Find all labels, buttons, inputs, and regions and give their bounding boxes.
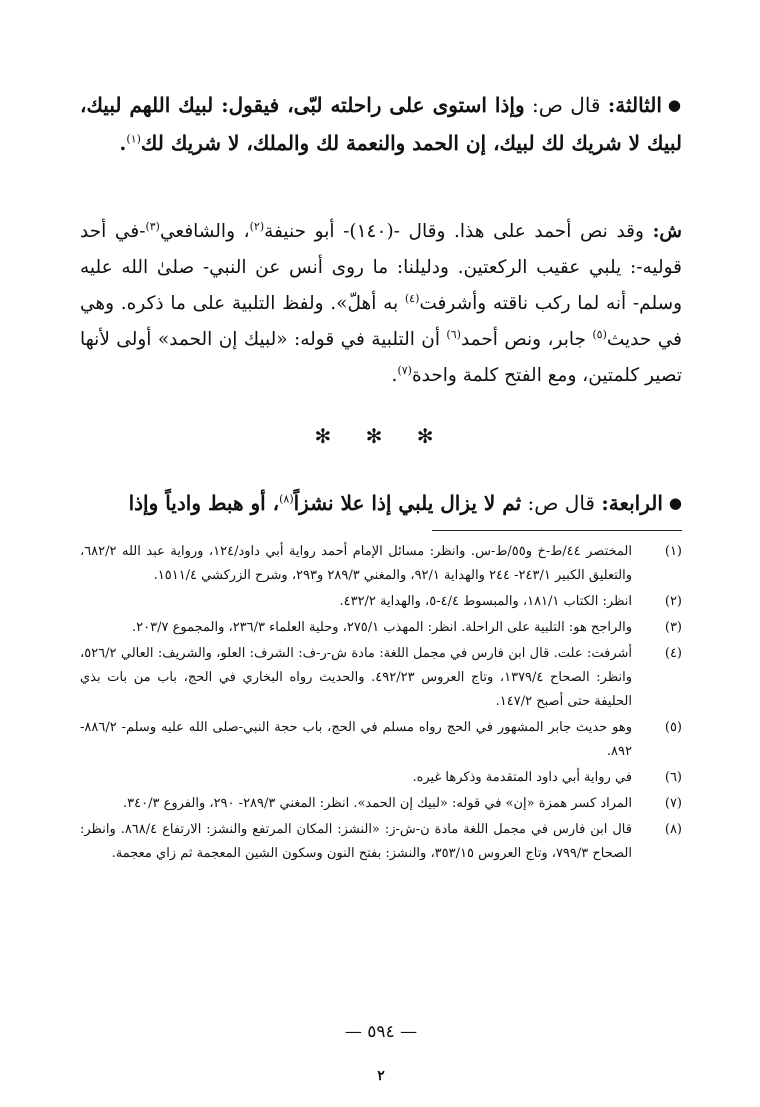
footnote-divider bbox=[432, 530, 682, 531]
text-fourth-1: ثم لا يزال يلبي إذا علا نشزاً bbox=[293, 491, 522, 515]
commentary-text-5: جابر، ونص أحمد bbox=[460, 329, 593, 350]
footnote-text: المختصر ٤٤/ط-خ و٥٥/ط-س. وانظر: مسائل الإمام أحمد رواية أبي داود/١٢٤، ورواية عبد الله ٦٨٢/٢، والتعليق الكبير ٢٤٣/١- ٢٤٤ والهداية ٩٢/١، والمغني ٢٨٩/٣ و٢٩٣، وشرح الزركشي ١٥١١/٤. bbox=[80, 544, 632, 583]
commentary-label: ش: bbox=[652, 221, 683, 242]
footnote-item bbox=[80, 716, 682, 764]
footnote-number: (٦) bbox=[664, 770, 682, 785]
commentary-text-3: -في أحد قوليه-: يلبي عقيب الركعتين. ودليلنا: ما روى أنس عن النبي- صلىٰ الله عليه وسلم- أنه لما ركب ناقته وأشرفت bbox=[80, 221, 683, 314]
paragraph-commentary bbox=[80, 214, 682, 394]
footnote-ref-4[interactable]: (٤) bbox=[404, 291, 420, 305]
page-number: — ٥٩٤ — bbox=[344, 1022, 418, 1042]
footnote-number: (٤) bbox=[664, 646, 682, 661]
bullet-icon: ● bbox=[668, 494, 682, 512]
footnote-ref-5[interactable]: (٥) bbox=[592, 327, 607, 341]
qal-label: قال ص: bbox=[521, 491, 602, 515]
commentary-text-1: وقد نص أحمد على هذا. وقال -(١٤٠)- أبو حنيفة bbox=[264, 221, 653, 242]
paragraph-fourth bbox=[80, 484, 682, 522]
commentary-text-4: به أهلّ». ولفظ التلبية على ما ذكره. وهي في حديث bbox=[80, 293, 683, 350]
period: . bbox=[391, 365, 398, 386]
footnote-number: (٨) bbox=[664, 822, 682, 837]
footnote-text: انظر: الكتاب ١٨١/١، والمبسوط ٤/٤-٥، والهداية ٤٣٢/٢. bbox=[339, 594, 632, 609]
footnote-number: (٣) bbox=[664, 620, 682, 635]
footnote-text: وهو حديث جابر المشهور في الحج رواه مسلم في الحج، باب حجة النبي-صلى الله عليه وسلم- ٨٨٦/٢- ٨٩٢. bbox=[80, 720, 632, 759]
commentary-text-6: أن التلبية في قوله: «لبيك إن الحمد» أولى لأنها تصير كلمتين، ومع الفتح كلمة واحدة bbox=[80, 329, 682, 386]
footnote-text: أشرفت: علت. قال ابن فارس في مجمل اللغة: مادة ش-ر-ف: الشرف: العلو، والشريف: العالي ٥٢٦/٢، وانظر: الصحاح ١٣٧٩/٤، وتاج العروس ٤٩٢/٢٣. والحديث رواه البخاري في الحج، باب من بات بذي الحليفة حتى أصبح ١٤٧/٢. bbox=[80, 646, 632, 709]
heading-third: الثالثة: bbox=[607, 93, 662, 117]
footnote-item bbox=[80, 818, 682, 866]
section-separator: ✻ ✻ ✻ bbox=[314, 424, 448, 448]
footnote-text: في رواية أبي داود المتقدمة وذكرها غيره. bbox=[412, 770, 632, 785]
signature-mark: ٢ bbox=[377, 1068, 385, 1084]
footnote-ref-2[interactable]: (٢) bbox=[249, 219, 265, 233]
footnote-ref-1[interactable]: (١) bbox=[126, 132, 141, 146]
footnote-item bbox=[80, 642, 682, 714]
qal-label: قال ص: bbox=[524, 93, 608, 117]
footnote-number: (١) bbox=[664, 544, 682, 559]
footnote-item bbox=[80, 766, 682, 790]
footnote-number: (٥) bbox=[664, 720, 682, 735]
footnote-ref-8[interactable]: (٨) bbox=[279, 492, 294, 506]
footnote-ref-6[interactable]: (٦) bbox=[446, 327, 461, 341]
footnote-item bbox=[80, 540, 682, 588]
footnote-ref-7[interactable]: (٧) bbox=[397, 363, 412, 377]
footnote-text: والراجح هو: التلبية على الراحلة. انظر: المهذب ٢٧٥/١، وحلية العلماء ٢٣٦/٣، والمجموع ٢٠٣/٧. bbox=[132, 620, 632, 635]
page bbox=[80, 0, 682, 1107]
footnote-text: قال ابن فارس في مجمل اللغة مادة ن-ش-ز: «النشز: المكان المرتفع والنشز: الارتفاع ٨٦٨/٤. وانظر: الصحاح ٧٩٩/٣، وتاج العروس ٣٥٣/١٥، والنشز: بفتح النون وسكون الشين المعجمة ثم زاي معجمة. bbox=[80, 822, 632, 861]
footnote-number: (٢) bbox=[664, 594, 682, 609]
footnote-text: المراد كسر همزة «إن» في قوله: «لبيك إن الحمد». انظر: المغني ٢٨٩/٣- ٢٩٠، والفروع ٣٤٠/٣. bbox=[123, 796, 632, 811]
heading-fourth: الرابعة: bbox=[601, 491, 663, 515]
footnote-item bbox=[80, 616, 682, 640]
text-fourth-2: ، أو هبط وادياً وإذا bbox=[128, 491, 280, 515]
footnotes bbox=[80, 540, 682, 868]
period: . bbox=[119, 131, 127, 155]
footnote-item bbox=[80, 590, 682, 614]
footnote-item bbox=[80, 792, 682, 816]
commentary-text-2: ، والشافعي bbox=[159, 221, 250, 242]
bullet-icon: ● bbox=[667, 96, 682, 114]
paragraph-third bbox=[80, 86, 682, 162]
text-third: وإذا استوى على راحلته لبّى، فيقول: لبيك اللهم لبيك، لبيك لا شريك لك لبيك، إن الحمد والنعمة لك والملك، لا شريك لك bbox=[80, 93, 682, 155]
footnote-ref-3[interactable]: (٣) bbox=[145, 219, 160, 233]
footnote-number: (٧) bbox=[664, 796, 682, 811]
